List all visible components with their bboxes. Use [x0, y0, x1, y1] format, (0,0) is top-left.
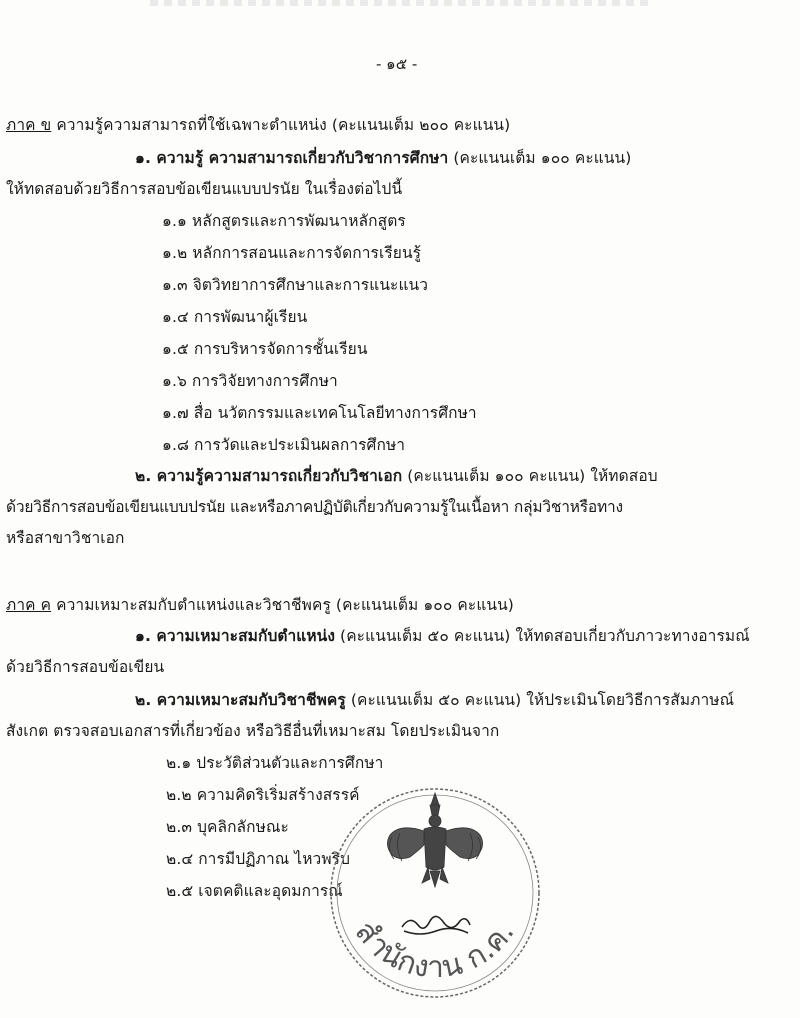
section-c-subitem: ๒.๕ เจตคติและอุดมการณ์ [166, 882, 343, 900]
section-b-item1-score: (คะแนนเต็ม ๑๐๐ คะแนน) [448, 149, 632, 167]
section-b-item2-line2: ด้วยวิธีการสอบข้อเขียนแบบปรนัย และหรือภาคปฏิบัติเกี่ยวกับความรู้ในเนื้อหา กลุ่มวิชาหรือทาง [6, 498, 623, 516]
section-b-subitem: ๑.๕ การบริหารจัดการชั้นเรียน [162, 340, 368, 358]
section-c-heading [6, 595, 514, 615]
section-b-heading [6, 115, 510, 135]
scan-edge-artifact [150, 0, 650, 6]
section-c-item2-heading: ๒. ความเหมาะสมกับวิชาชีพครู [135, 691, 346, 709]
section-b-subitem: ๑.๓ จิตวิทยาการศึกษาและการแนะแนว [162, 276, 429, 294]
section-c-item1-heading: ๑. ความเหมาะสมกับตำแหน่ง [135, 627, 336, 645]
section-b-subitem: ๑.๖ การวิจัยทางการศึกษา [162, 372, 338, 390]
section-c-subitem: ๒.๔ การมีปฏิภาณ ไหวพริบ [166, 850, 351, 868]
section-c-item2-line1-rest: (คะแนนเต็ม ๕๐ คะแนน) ให้ประเมินโดยวิธีการสัมภาษณ์ [345, 691, 735, 709]
section-c-title: ความเหมาะสมกับตำแหน่งและวิชาชีพครู (คะแนนเต็ม ๑๐๐ คะแนน) [51, 596, 514, 614]
section-c-item1-line1-rest: (คะแนนเต็ม ๕๐ คะแนน) ให้ทดสอบเกี่ยวกับภาวะทางอารมณ์ [335, 627, 750, 645]
official-seal [320, 775, 550, 1005]
section-b-item2-heading: ๒. ความรู้ความสามารถเกี่ยวกับวิชาเอก [135, 467, 403, 485]
section-b-title: ความรู้ความสามารถที่ใช้เฉพาะตำแหน่ง (คะแนนเต็ม ๒๐๐ คะแนน) [51, 116, 511, 134]
section-c-subitem: ๒.๑ ประวัติส่วนตัวและการศึกษา [166, 754, 384, 772]
section-b-item1-description: ให้ทดสอบด้วยวิธีการสอบข้อเขียนแบบปรนัย ในเรื่องต่อไปนี้ [6, 180, 403, 198]
page-number: - ๑๕ - [376, 55, 418, 73]
section-b-item2-line3: หรือสาขาวิชาเอก [6, 529, 125, 547]
section-b-item2-line1-rest: (คะแนนเต็ม ๑๐๐ คะแนน) ให้ทดสอบ [402, 467, 658, 485]
section-c-subitem: ๒.๒ ความคิดริเริ่มสร้างสรรค์ [166, 786, 360, 804]
section-b-subitem: ๑.๗ สื่อ นวัตกรรมและเทคโนโลยีทางการศึกษา [162, 404, 477, 422]
section-b-subitem: ๑.๒ หลักการสอนและการจัดการเรียนรู้ [162, 244, 422, 262]
section-c-label: ภาค ค [6, 596, 52, 614]
signature-mark [402, 916, 470, 934]
seal-text [348, 914, 522, 985]
section-b-subitem: ๑.๑ หลักสูตรและการพัฒนาหลักสูตร [162, 212, 406, 230]
section-c-item1-line1 [135, 626, 750, 646]
section-c-subitem: ๒.๓ บุคลิกลักษณะ [166, 818, 289, 836]
section-c-item2-line1 [135, 690, 734, 710]
section-b-subitem: ๑.๔ การพัฒนาผู้เรียน [162, 308, 308, 326]
section-c-item2-line2: สังเกต ตรวจสอบเอกสารที่เกี่ยวข้อง หรือวิธีอื่นที่เหมาะสม โดยประเมินจาก [6, 722, 500, 740]
section-b-item1-heading: ๑. ความรู้ ความสามารถเกี่ยวกับวิชาการศึกษา [135, 149, 449, 167]
section-b-item2-line1 [135, 466, 658, 486]
garuda-emblem-icon [387, 793, 482, 887]
section-b-label: ภาค ข [6, 116, 52, 134]
section-b-item1-line [135, 148, 631, 168]
seal-text-path: สำนักงาน ก.ค. [347, 914, 522, 986]
section-b-subitem: ๑.๘ การวัดและประเมินผลการศึกษา [162, 436, 406, 454]
section-c-item1-line2: ด้วยวิธีการสอบข้อเขียน [6, 658, 165, 676]
